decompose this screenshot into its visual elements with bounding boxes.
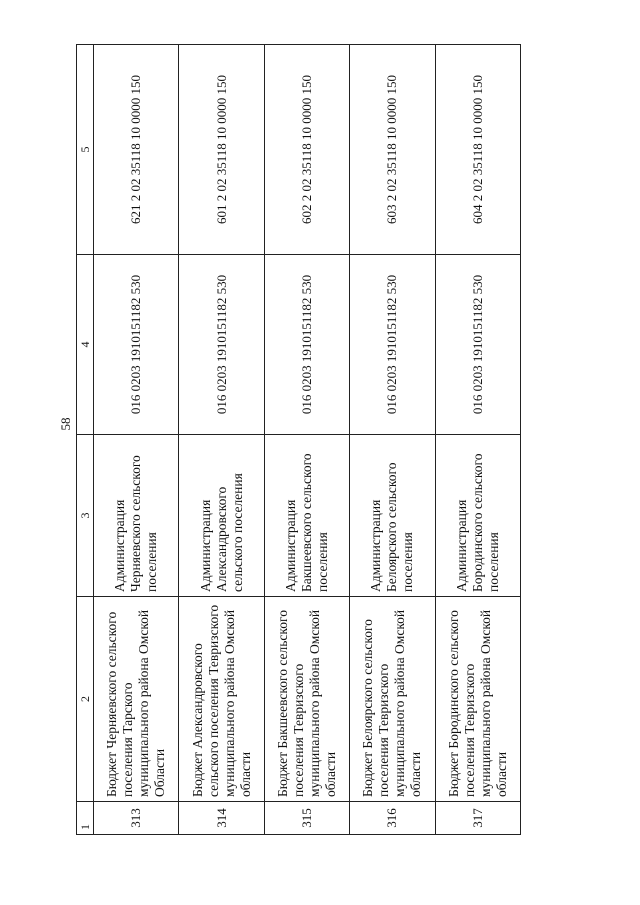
budget-name: Бюджет Черняевского сельского поселения Тарского муниципального района Омской Области — [94, 597, 179, 802]
expense-code: 016 0203 1910151182 530 — [94, 255, 179, 435]
row-number: 315 — [264, 802, 349, 835]
column-header-3: 3 — [77, 435, 94, 597]
column-header-4: 4 — [77, 255, 94, 435]
expense-code: 016 0203 1910151182 530 — [435, 255, 520, 435]
revenue-code: 603 2 02 35118 10 0000 150 — [350, 45, 435, 255]
expense-code: 016 0203 1910151182 530 — [179, 255, 264, 435]
row-number: 317 — [435, 802, 520, 835]
budget-name: Бюджет Бакшеевского сельского поселения Тевризского муниципального района Омской области — [264, 597, 349, 802]
budget-name: Бюджет Александровского сельского поселения Тевризского муниципального района Омской области — [179, 597, 264, 802]
budget-name: Бюджет Бородинского сельского поселения Тевризского муниципального района Омской области — [435, 597, 520, 802]
administrator-name: Администрация Бакшеевского сельского поселения — [264, 435, 349, 597]
column-header-2: 2 — [77, 597, 94, 802]
budget-name: Бюджет Белоярского сельского поселения Тевризского муниципального района Омской области — [350, 597, 435, 802]
revenue-code: 621 2 02 35118 10 0000 150 — [94, 45, 179, 255]
page-number: 58 — [58, 417, 73, 431]
rotated-table-container — [76, 45, 521, 835]
revenue-code: 601 2 02 35118 10 0000 150 — [179, 45, 264, 255]
row-number: 314 — [179, 802, 264, 835]
column-header-1: 1 — [77, 802, 94, 835]
budget-table — [76, 44, 521, 835]
table-row — [264, 45, 349, 835]
table-header-row — [77, 45, 94, 835]
expense-code: 016 0203 1910151182 530 — [350, 255, 435, 435]
administrator-name: Администрация Черняевского сельского поселения — [94, 435, 179, 597]
administrator-name: Администрация Белоярского сельского поселения — [350, 435, 435, 597]
revenue-code: 604 2 02 35118 10 0000 150 — [435, 45, 520, 255]
administrator-name: Администрация Александровского сельского поселения — [179, 435, 264, 597]
revenue-code: 602 2 02 35118 10 0000 150 — [264, 45, 349, 255]
table-row — [179, 45, 264, 835]
table-row — [94, 45, 179, 835]
table-row — [350, 45, 435, 835]
row-number: 313 — [94, 802, 179, 835]
administrator-name: Администрация Бородинского сельского поселения — [435, 435, 520, 597]
column-header-5: 5 — [77, 45, 94, 255]
expense-code: 016 0203 1910151182 530 — [264, 255, 349, 435]
row-number: 316 — [350, 802, 435, 835]
table-row — [435, 45, 520, 835]
